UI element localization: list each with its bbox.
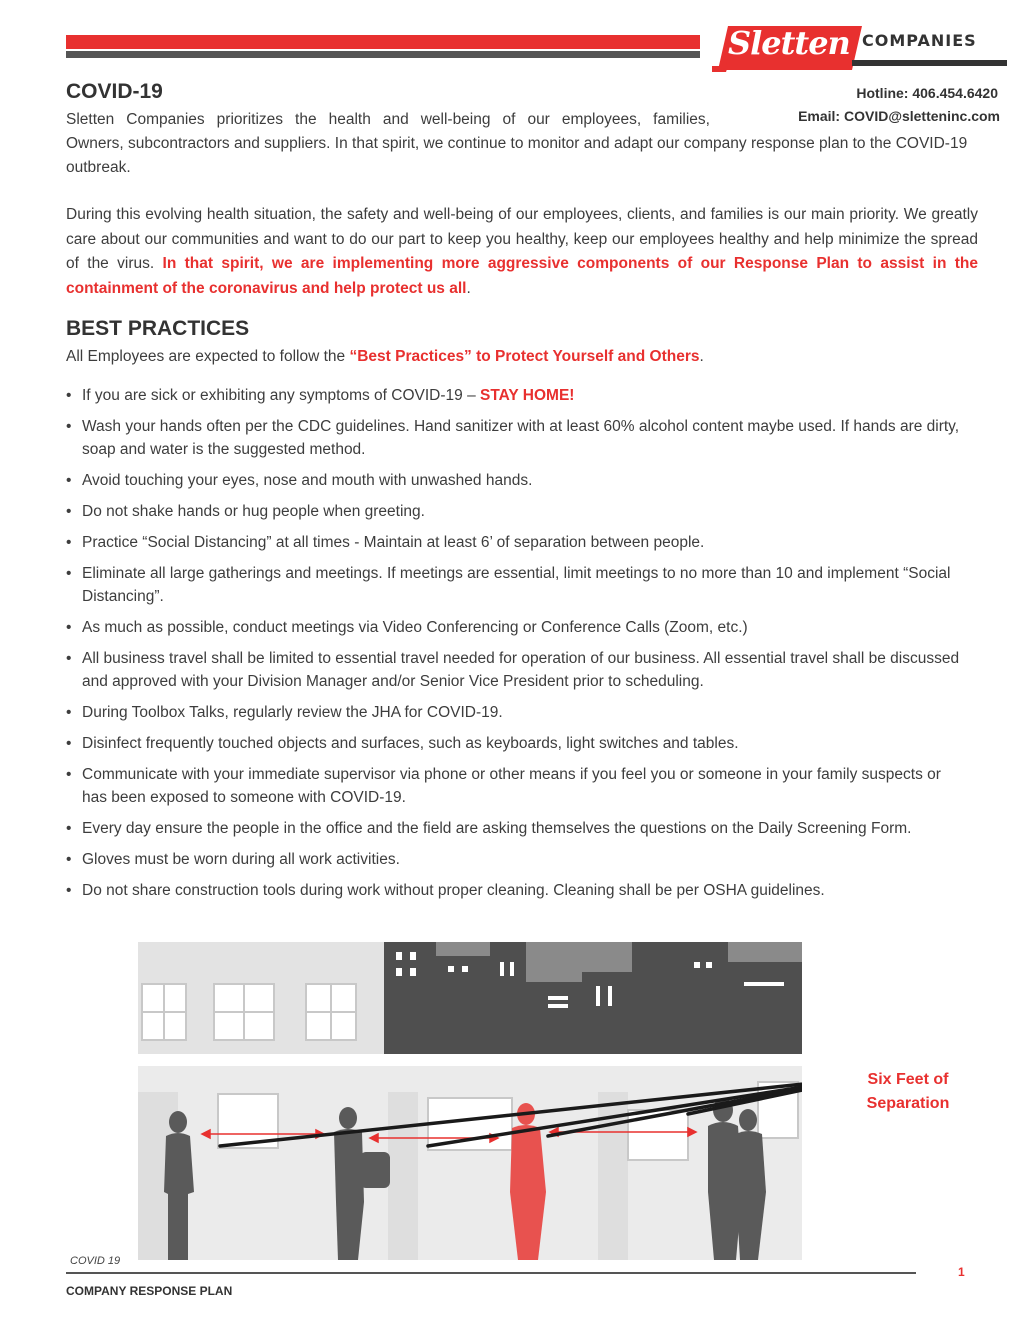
best-practices-heading: BEST PRACTICES bbox=[66, 317, 250, 340]
list-item: • Practice “Social Distancing” at all times - Maintain at least 6’ of separation between people. bbox=[66, 531, 966, 554]
list-item: • All business travel shall be limited to essential travel needed for operation of our business. All essential travel shall be discussed and approved with your Division Manager and/or Senior Vice President prior to scheduling. bbox=[66, 647, 966, 693]
list-item: • Every day ensure the people in the office and the field are asking themselves the questions on the Daily Screening Form. bbox=[66, 817, 966, 840]
bp-intro-end: . bbox=[699, 348, 704, 365]
header-red-bar bbox=[66, 35, 700, 49]
best-practices-list bbox=[66, 384, 966, 910]
bp-intro-highlight: “Best Practices” to Protect Yourself and Others bbox=[349, 348, 700, 365]
intro-paragraph bbox=[66, 108, 978, 180]
priority-end: . bbox=[466, 279, 471, 297]
social-distancing-illustration bbox=[138, 942, 802, 1260]
list-item: • Do not share construction tools during work without proper cleaning. Cleaning shall be per OSHA guidelines. bbox=[66, 879, 966, 902]
list-item: • Communicate with your immediate supervisor via phone or other means if you feel you or someone in your family suspects or has been exposed to someone with COVID-19. bbox=[66, 763, 966, 809]
priority-paragraph bbox=[66, 203, 978, 301]
page-title: COVID-19 bbox=[66, 80, 163, 103]
list-item: • Eliminate all large gatherings and meetings. If meetings are essential, limit meetings to no more than 10 and implement “Social Distancing”. bbox=[66, 562, 966, 608]
intro-line-1: Sletten Companies prioritizes the health and well-being of our employees, families, bbox=[66, 111, 710, 128]
header-grey-bar bbox=[66, 51, 700, 58]
six-feet-line-1: Six Feet of bbox=[867, 1071, 949, 1088]
six-feet-line-2: Separation bbox=[866, 1095, 950, 1112]
six-feet-label bbox=[858, 1068, 958, 1116]
list-item: • As much as possible, conduct meetings via Video Conferencing or Conference Calls (Zoom, etc.) bbox=[66, 616, 966, 639]
best-practices-intro bbox=[66, 348, 704, 366]
footer-divider bbox=[66, 1272, 916, 1274]
list-item-text: If you are sick or exhibiting any symptoms of COVID-19 – bbox=[82, 387, 480, 404]
logo-wordmark: Sletten bbox=[728, 24, 850, 62]
list-item: • Disinfect frequently touched objects and surfaces, such as keyboards, light switches and tables. bbox=[66, 732, 966, 755]
list-item: • Gloves must be worn during all work activities. bbox=[66, 848, 966, 871]
list-item: • Do not shake hands or hug people when greeting. bbox=[66, 500, 966, 523]
priority-text: During this evolving health situation, the safety and well-being of our employees, clients, and families is our main priority. We greatly care about our communities and want to do our part to keep you healthy, keep our employees healthy and help minimize the spread of the virus. bbox=[66, 206, 978, 272]
list-item: • Wash your hands often per the CDC guidelines. Hand sanitizer with at least 60% alcohol content maybe used. If hands are dirty, soap and water is the suggested method. bbox=[66, 415, 966, 461]
footer-title: COMPANY RESPONSE PLAN bbox=[66, 1284, 233, 1298]
intro-line-rest: Owners, subcontractors and suppliers. In that spirit, we continue to monitor and adapt our company response plan to the COVID-19 outbreak. bbox=[66, 135, 968, 176]
page-number: 1 bbox=[958, 1265, 965, 1279]
stay-home-highlight: STAY HOME! bbox=[480, 387, 575, 404]
list-item: • During Toolbox Talks, regularly review the JHA for COVID-19. bbox=[66, 701, 966, 724]
logo-suffix: COMPANIES bbox=[862, 31, 977, 50]
list-item: • Avoid touching your eyes, nose and mouth with unwashed hands. bbox=[66, 469, 966, 492]
bp-intro-text: All Employees are expected to follow the bbox=[66, 348, 350, 365]
footer-label: COVID 19 bbox=[70, 1255, 121, 1267]
priority-highlight: In that spirit, we are implementing more aggressive components of our Response Plan to assist in the containment of the coronavirus and help protect us all bbox=[66, 255, 978, 297]
hotline-number: Hotline: 406.454.6420 bbox=[856, 85, 998, 101]
contact-email: Email: COVID@sletteninc.com bbox=[798, 108, 1000, 124]
list-item bbox=[66, 384, 966, 407]
